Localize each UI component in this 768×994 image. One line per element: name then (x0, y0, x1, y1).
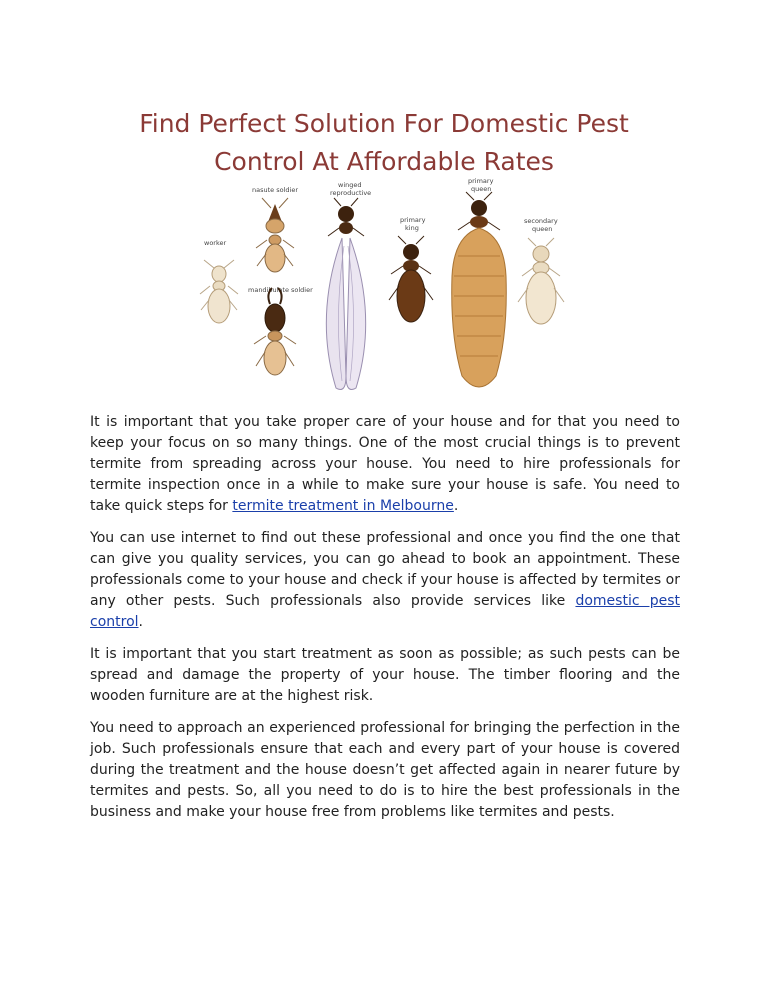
label-mandibulate-soldier: mandibulate soldier (248, 286, 313, 294)
paragraph-4: You need to approach an experienced professional for bringing the perfection in the job. Such professionals ensure that each and every part of your house is covered during the treatment and the house doesn’t get affected again in nearer future by termites and pests. So, all you need to do is to hire the best professionals in the business and make your house free from problems like termites and pests. (90, 720, 680, 820)
termite-castes-svg (196, 176, 576, 398)
label-primary-queen-1: primary (468, 177, 494, 185)
label-secondary-queen-1: secondary (524, 217, 558, 225)
termite-castes-illustration (196, 176, 576, 398)
label-primary-king-1: primary (400, 216, 426, 224)
page-title (60, 105, 708, 181)
domestic-pest-control-link[interactable]: domestic pest control (90, 593, 680, 630)
label-nasute-soldier: nasute soldier (252, 186, 298, 194)
nasute-soldier-termite (256, 198, 294, 272)
label-winged-reproductive-1: winged (338, 181, 362, 189)
primary-king-termite (389, 236, 433, 322)
paragraph-1-text: It is important that you take proper care of your house and for that you need to keep your focus on so many things. One of the most crucial things is to prevent termite from spreading across your house. You need to hire professionals for termite inspection once in a while to make sure your house is safe. You need to take quick steps for (90, 414, 680, 514)
article-body (90, 412, 680, 834)
paragraph-1-end: . (453, 498, 459, 514)
paragraph-1 (90, 412, 680, 517)
secondary-queen-termite (518, 238, 564, 324)
paragraph-2-text: You can use internet to find out these professional and once you find the one that can give you quality services, you can go ahead to book an appointment. These professionals come to your house and check if your house is affected by termites or any other pests. Such professionals also provide services like (90, 530, 680, 609)
paragraph-2 (90, 528, 680, 633)
worker-termite (200, 260, 238, 323)
label-primary-queen-2: queen (471, 185, 492, 193)
title-line-2: Control At Affordable Rates (214, 146, 554, 176)
primary-queen-termite (452, 192, 507, 387)
paragraph-2-end: . (138, 614, 143, 630)
paragraph-3: It is important that you start treatment as soon as possible; as such pests can be spread and damage the property of your house. The timber flooring and the wooden furniture are at the highest risk. (90, 646, 680, 704)
mandibulate-soldier-termite (254, 288, 296, 375)
label-worker: worker (204, 239, 227, 247)
winged-reproductive-termite (326, 198, 365, 390)
label-winged-reproductive-2: reproductive (330, 189, 372, 197)
label-secondary-queen-2: queen (532, 225, 553, 233)
label-primary-king-2: king (405, 224, 419, 232)
title-line-1: Find Perfect Solution For Domestic Pest (139, 108, 629, 138)
termite-treatment-link[interactable]: termite treatment in Melbourne (232, 498, 454, 514)
